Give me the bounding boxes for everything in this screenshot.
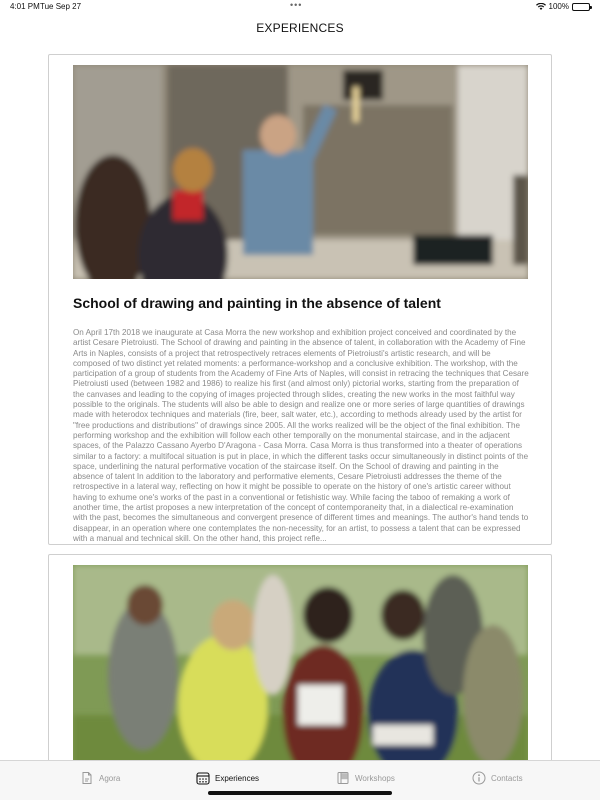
tab-label: Agora: [99, 773, 121, 783]
tab-experiences[interactable]: [196, 769, 259, 787]
tab-label: Workshops: [355, 773, 395, 783]
status-date: Tue Sep 27: [40, 2, 82, 11]
battery-percent: 100%: [548, 2, 569, 11]
battery-icon: [572, 3, 590, 11]
book-icon: [336, 771, 350, 785]
experience-title[interactable]: School of drawing and painting in the absence of talent: [73, 295, 441, 311]
tab-contacts[interactable]: [472, 769, 523, 787]
experience-photo: [73, 565, 528, 760]
experience-card[interactable]: [48, 54, 552, 545]
wifi-icon: [536, 3, 546, 10]
experience-card[interactable]: [48, 554, 552, 760]
experiences-list[interactable]: [0, 44, 600, 760]
tab-agora[interactable]: [80, 769, 120, 787]
info-icon: [472, 771, 486, 785]
status-time: 4:01 PM: [10, 2, 40, 11]
page-title: EXPERIENCES: [256, 21, 344, 35]
status-indicators: [536, 2, 590, 11]
experience-photo: [73, 65, 528, 279]
home-indicator[interactable]: [208, 791, 392, 795]
tab-label: Experiences: [215, 773, 260, 783]
tab-label: Contacts: [491, 773, 523, 783]
status-bar: [0, 0, 600, 14]
experience-description: On April 17th 2018 we inaugurate at Casa Morra the new workshop and exhibition project conceived and coordinated by the artist Cesare Pietroiusti. The School of drawing and painting in the absence of talent, in collaboration with the Academy of Fine Arts in Naples, consists of a project that retrospectively retraces elements of Pietroiusti's artistic research, and will be composed of two distinct yet related moments: a performance-workshop and a conclusive exhibition. The workshop, with the participation of a group of students from the Academy of Fine Arts of Naples, will consist in retracing the techniques that Cesare Pietroiusti used (between 1982 and 1986) to realize his first (and almost only) pictorial works, starting from the preparation of the canvases and leading to the copying of images projected through slides, creating the new works in the most faithful way possible to the originals. The students will also be able to design and realize one or more series of large quantities of drawings made with heterodox techniques and materials (fire, beer, salt water, etc.), according to methods already used by the artist for "free productions and distributions" of drawings since 2005. All the works realized will be the object of the final exhibition. The performing workshop and the exhibition will follow each other temporally on the monumental staircase, and in the adjacent spaces, of the Palazzo Cassano Ayerbo D'Aragona - Casa Morra. Casa Morra is thus transformed into a theater of operations similar to a factory: a multifocal situation is put in place, in which the different tasks occur simultaneously in distinct points of the space, underlining the natural performative vocation of the staircase itself. On the School of drawing and painting in the absence of talent In addition to the laboratory and performative elements, Cesare Pietroiusti addresses the theme of the retrospective in a lateral way, reflecting on how it might be possible to operate on the history of one's artistic career without having to exhume one's works of the past in a conventional or fetishistic way. While facing the taboo of remaking a work of another time, the artist proposes a new interpretation of the concept of contemporaneity that, in a dialectical re-examination with the past, becomes the simultaneous and convergent presence of different times and meanings. The author's hand tends to disappear, in an operation where one contemplates the non-necessity, for an artist, to possess a talent that can be expressed with a manual and technical skill. On the other hand, this project refle...: [73, 328, 529, 542]
multitasking-dots[interactable]: •••: [290, 0, 303, 10]
calendar-icon: [196, 771, 210, 785]
document-icon: [80, 771, 94, 785]
tab-workshops[interactable]: [336, 769, 395, 787]
